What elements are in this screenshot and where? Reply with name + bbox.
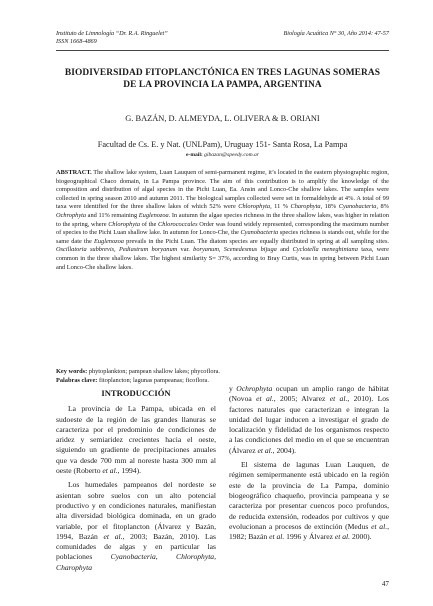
paragraph-continued	[229, 384, 389, 456]
keywords-label: Key words:	[56, 368, 88, 375]
taxon-name: Euglenozoa	[93, 237, 124, 245]
affiliation: Facultad de Cs. E. y Nat. (UNLPam), Uruguay 151- Santa Rosa, La Pampa	[97, 140, 348, 149]
citation-etal: et al.	[334, 532, 351, 542]
page-number: 47	[381, 580, 389, 588]
paragraph-text: , 2003; Bazán, 2010). Las comunidades de algas y en particular las poblaciones	[56, 531, 216, 562]
paragraph-text: El sistema de lagunas Luan Lauquen, de régimen semipermanente está ubicado en la región este de la provincia de La Pampa, dominio biogeográfico chaqueño, provincia pampeana y se caracteriza por presentar cuencos poco profundos, de reducida extensión, rodeados por cultivos y que evolucionan a procesos de extinción (Medus	[229, 460, 389, 531]
paragraph-text: ocupan un amplio rango de hábitat (Novoa	[229, 384, 389, 404]
paragraph-text: 2000).	[350, 532, 372, 542]
abstract-text: Order was found widely represented, corresponding the maximum number of species to the Pichi Luan shallow lake. In autumn for Lonco-Che, the	[56, 220, 389, 237]
citation-etal: et al.	[269, 532, 285, 542]
paragraph-text: , 2010). Los factores naturales que caracterizan e integran la unidad del lugar inducen a investigar el grado de localización y fidelidad de los organismos respecto a las condiciones del medio en el que se encuentran (Álvarez	[229, 394, 389, 455]
abstract-text: . In autumn the algae species richness in the three shallow lakes, was higher in relation to the spring, where	[56, 211, 389, 228]
institute-name: Instituto de Limnología “Dr. R.A. Ringuelet”	[56, 30, 168, 37]
keywords-en	[56, 368, 389, 377]
abstract-text: taxa, were common in the three shallow lakes. The highest similarity S= 37%, according to Bray Curtis, was in spring between Pichi Luan and Lonco-Che shallow lakes.	[56, 246, 389, 271]
abstract	[56, 169, 389, 272]
title-line-2: DE LA PROVINCIA LA PAMPA, ARGENTINA	[123, 80, 322, 90]
taxon-name: Cyanobacteria	[338, 203, 377, 211]
email-address[interactable]: gibazan@speedy.com.ar	[204, 152, 260, 158]
paragraph-text: La provincia de La Pampa, ubicada en el sudoeste de la región de las grandes llanuras se caracteriza por el predominio de condiciones de aridez y semiaridez crecientes hacia el oeste, siguiendo un gradiente de precipitaciones anuales que va desde 700 mm al noreste hasta 300 mm al oeste (Roberto	[56, 404, 216, 476]
email-label: e-mail:	[185, 152, 203, 158]
contact-email	[56, 152, 389, 158]
keywords-text-es: fitoplancton; lagunas pampeanas; ficoflora.	[97, 376, 209, 384]
paragraph-text: , 2004).	[272, 445, 297, 455]
paragraph-text: , 1982; Bazán	[229, 521, 390, 542]
abstract-text: ,	[218, 246, 224, 254]
keywords-block	[56, 368, 389, 385]
journal-citation: Biología Acuática N° 30, Año 2014: 47-57	[283, 30, 389, 37]
taxon-name: Ochrophyta	[56, 211, 87, 219]
taxon-name: Cyanobacteria, Chlorophyta, Charophyta	[56, 552, 217, 572]
header-rule	[56, 50, 389, 51]
taxon-name: Cyclotella meneghiniana	[292, 246, 358, 254]
abstract-text: ,	[114, 246, 119, 254]
keywords-text: phytoplankton; pampean shallow lakes; phycoflora.	[87, 368, 221, 375]
abstract-text: , 18%	[320, 203, 339, 211]
article-title	[56, 67, 389, 91]
abstract-text: and 11% remaining	[86, 211, 139, 219]
running-header-left	[56, 30, 168, 46]
abstract-text: of the	[140, 220, 158, 228]
paragraph-text: , 2005; Alvarez	[273, 394, 330, 404]
title-line-1: BIODIVERSIDAD FITOPLANCTÓNICA EN TRES LAGUNAS SOMERAS	[64, 68, 381, 78]
paragraph-text: y	[229, 384, 237, 393]
taxon-name: Chlorophyta	[108, 220, 141, 228]
citation-etal: et al.	[103, 531, 123, 541]
taxon-name: Ochrophyta	[236, 384, 273, 393]
keywords-label-es: Palabras clave:	[56, 376, 98, 384]
abstract-text: and	[276, 246, 293, 254]
citation-etal: et al.	[371, 521, 388, 531]
taxon-name: boryanum	[193, 246, 219, 254]
paragraph-text: 1996 y Álvarez	[284, 532, 335, 542]
taxon-name: Euglenozoa	[138, 211, 169, 219]
taxon-name: Chlorophyta	[238, 203, 271, 211]
taxon-name: Pediastrum boryanum	[118, 246, 178, 254]
taxon-name: Cyanobacteria	[240, 229, 279, 237]
body-column-right	[229, 384, 389, 546]
authors: G. BAZÁN, D. ALMEYDA, L. OLIVERA & B. ORIANI	[125, 114, 320, 123]
paragraph-text: Los humedales pampeanos del nordeste se asientan sobre suelos con un alto potencial productivo y en condiciones naturales, manifiestan alta diversidad biológica dominada, en un grado variable, por el fitoplancton (Álvarez y Bazán, 1994, Bazán	[56, 480, 216, 541]
abstract-text: , 11 %	[270, 203, 291, 211]
issn: ISSN 1668-4869	[56, 38, 97, 45]
taxon-name: Oscillatoria subbrevis	[56, 246, 115, 254]
paragraph-text: , 1994).	[117, 466, 142, 476]
abstract-text: , 8%	[376, 203, 389, 211]
paragraph	[56, 480, 216, 573]
citation-etal: et al.	[329, 394, 348, 404]
taxon-name: Charophyta	[290, 203, 321, 211]
body-column-left	[56, 384, 216, 577]
abstract-text: species richness is stands out, while for the same date the	[56, 229, 389, 245]
abstract-text: var.	[177, 246, 194, 254]
abstract-text: prevails in the Pichi Luan. The diatom species are equally distributed in spring at all sampling sites.	[123, 237, 389, 245]
abstract-text: The shallow lake system, Luan Lauquen of semi-parmanent regime, it’s located in the eastern physiographic region, biogeographical Chaco domain, in La Pampa province. The aim of this contribution is to amplify the knowledge of the composition and distribution of algal species in the Pichi Luan, Ea. Ansin and Lonco-Che shallow lakes. The samples were collected in spring season 2010 and autumn 2011. The biological samples collected were set in formaldehyde at 4%. A total of 99 taxa were identified for the three shallow lakes of which 52% were	[56, 169, 389, 211]
paragraph	[56, 404, 216, 476]
taxon-name: Chlorococcales	[157, 220, 198, 228]
taxon-name: Scenedesmus bijuga	[223, 246, 277, 254]
citation-etal: et al.	[102, 466, 118, 476]
section-heading: INTRODUCCIÓN	[101, 388, 171, 398]
paragraph	[229, 460, 389, 542]
citation-etal: et al.	[257, 445, 273, 455]
abstract-label: ABSTRACT.	[56, 169, 92, 176]
citation-etal: et al.	[256, 394, 274, 404]
